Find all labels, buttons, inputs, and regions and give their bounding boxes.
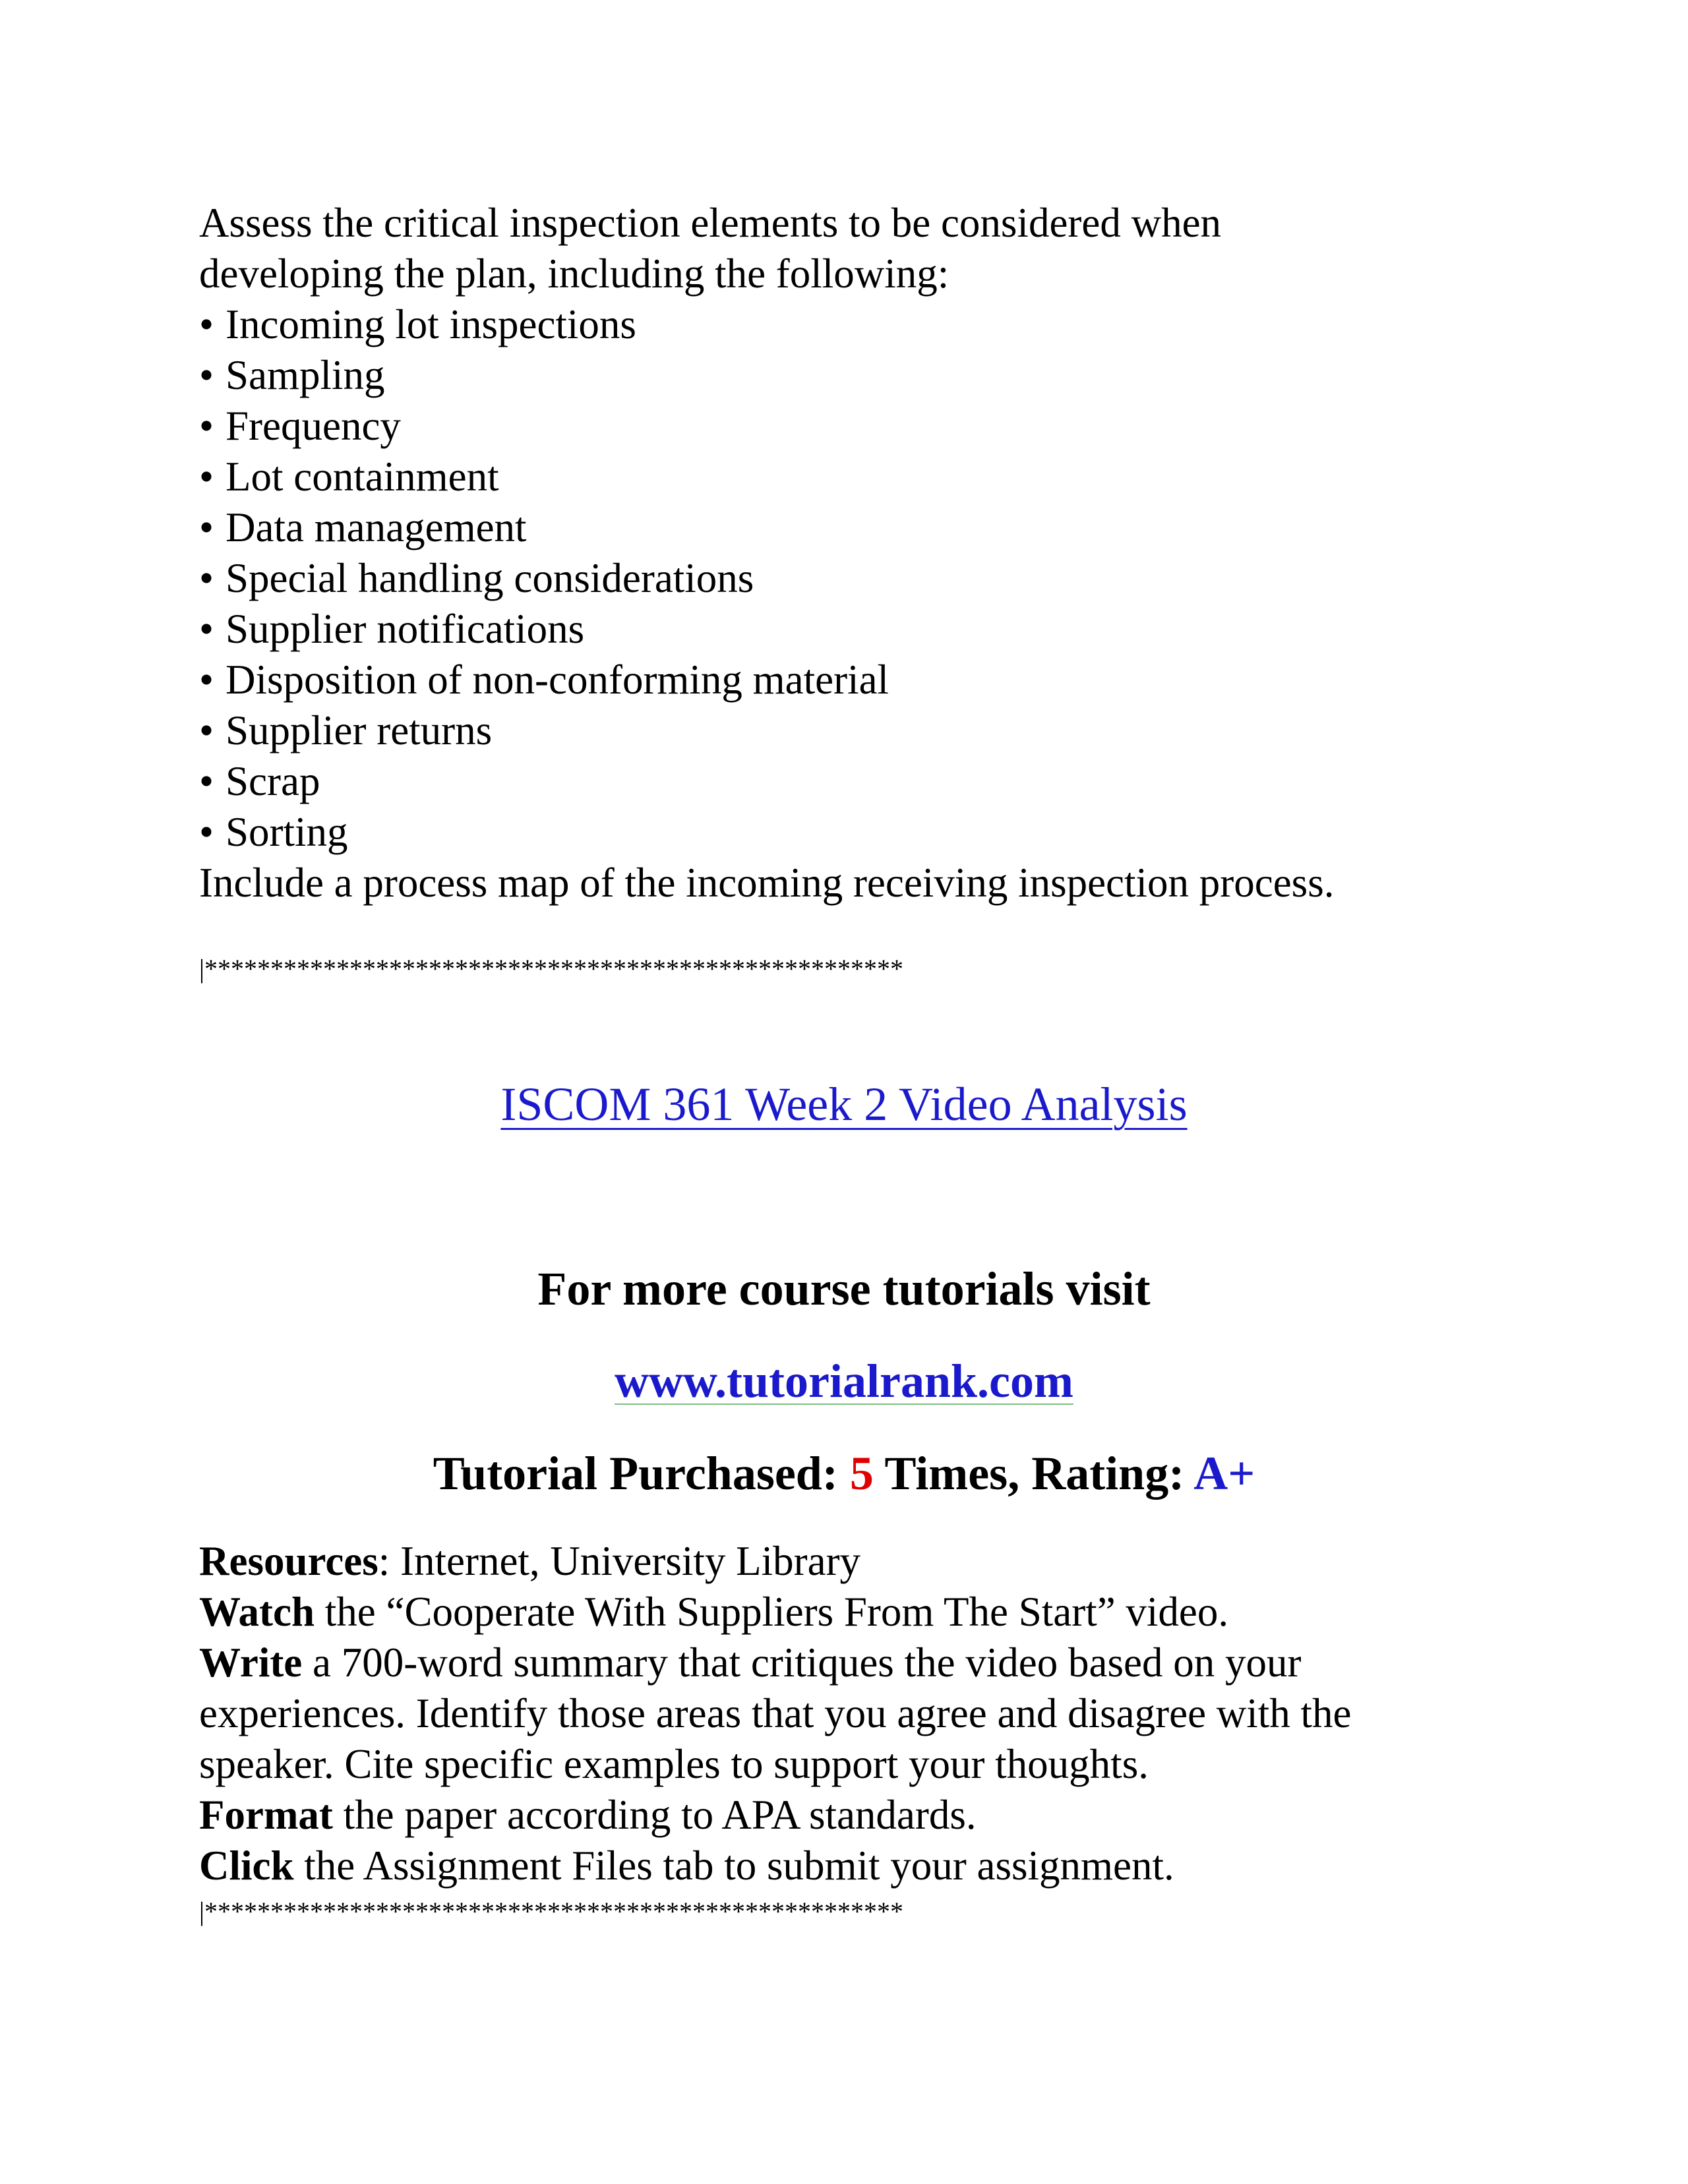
assignment-section [199, 1536, 1518, 1891]
click-line [199, 1841, 1518, 1891]
purchased-label: Tutorial Purchased: [433, 1447, 838, 1500]
resources-label: Resources [199, 1538, 378, 1584]
watch-label: Watch [199, 1589, 315, 1635]
intro-closing-line: Include a process map of the incoming receiving inspection process. [199, 860, 1335, 906]
list-item [199, 756, 1518, 807]
list-item [199, 502, 1518, 553]
bullet-icon: • [199, 657, 214, 703]
list-item [199, 452, 1518, 502]
rating-value: A+ [1193, 1447, 1255, 1500]
list-item-label: Disposition of non-conforming material [226, 657, 889, 703]
intro-line-1: Assess the critical inspection elements to be considered when [199, 200, 1222, 246]
inspection-elements-list [199, 299, 1518, 858]
list-item [199, 350, 1518, 401]
list-item-label: Lot containment [226, 454, 499, 500]
write-continuation-2: speaker. Cite specific examples to support your thoughts. [199, 1741, 1149, 1787]
list-item-label: Supplier notifications [226, 606, 585, 652]
list-item-label: Frequency [226, 403, 401, 449]
purchased-count: 5 [849, 1447, 874, 1500]
bullet-icon: • [199, 352, 214, 398]
promo-visit-text: For more course tutorials visit [537, 1262, 1151, 1315]
list-item-label: Special handling considerations [226, 555, 754, 601]
bullet-icon: • [199, 707, 214, 753]
intro-section [199, 198, 1518, 908]
watch-line [199, 1587, 1518, 1638]
intro-line-2: developing the plan, including the following: [199, 251, 950, 297]
bullet-icon: • [199, 555, 214, 601]
list-item-label: Sampling [226, 352, 385, 398]
bullet-icon: • [199, 606, 214, 652]
bullet-icon: • [199, 301, 214, 347]
watch-text: the “Cooperate With Suppliers From The Start” video. [315, 1589, 1229, 1635]
list-item [199, 401, 1518, 452]
resources-line [199, 1536, 1518, 1587]
separator-bottom: |***************************************************** [199, 1897, 904, 1926]
course-title-link[interactable]: ISCOM 361 Week 2 Video Analysis [500, 1078, 1188, 1131]
bullet-icon: • [199, 403, 214, 449]
list-item [199, 553, 1518, 604]
bullet-icon: • [199, 809, 214, 855]
bullet-icon: • [199, 454, 214, 500]
list-item [199, 299, 1518, 350]
write-label: Write [199, 1639, 303, 1686]
resources-text: : Internet, University Library [378, 1538, 861, 1584]
separator-top: |***************************************************** [199, 954, 904, 984]
format-line [199, 1790, 1518, 1841]
list-item-label: Scrap [226, 758, 320, 804]
click-label: Click [199, 1843, 294, 1889]
list-item-label: Sorting [226, 809, 348, 855]
click-text: the Assignment Files tab to submit your assignment. [293, 1843, 1174, 1889]
list-item [199, 655, 1518, 705]
write-text: a 700-word summary that critiques the video based on your [302, 1639, 1302, 1686]
website-link[interactable]: www.tutorialrank.com [615, 1355, 1073, 1407]
list-item-label: Incoming lot inspections [226, 301, 636, 347]
list-item [199, 604, 1518, 655]
write-line [199, 1638, 1518, 1688]
format-label: Format [199, 1792, 333, 1838]
times-rating-label: Times, Rating: [884, 1447, 1185, 1500]
bullet-icon: • [199, 504, 214, 550]
list-item-label: Data management [226, 504, 527, 550]
list-item [199, 807, 1518, 858]
list-item-label: Supplier returns [226, 707, 493, 753]
bullet-icon: • [199, 758, 214, 804]
write-continuation-1: experiences. Identify those areas that you agree and disagree with the [199, 1690, 1352, 1736]
purchase-rating-line [0, 1444, 1688, 1503]
format-text: the paper according to APA standards. [332, 1792, 977, 1838]
list-item [199, 705, 1518, 756]
